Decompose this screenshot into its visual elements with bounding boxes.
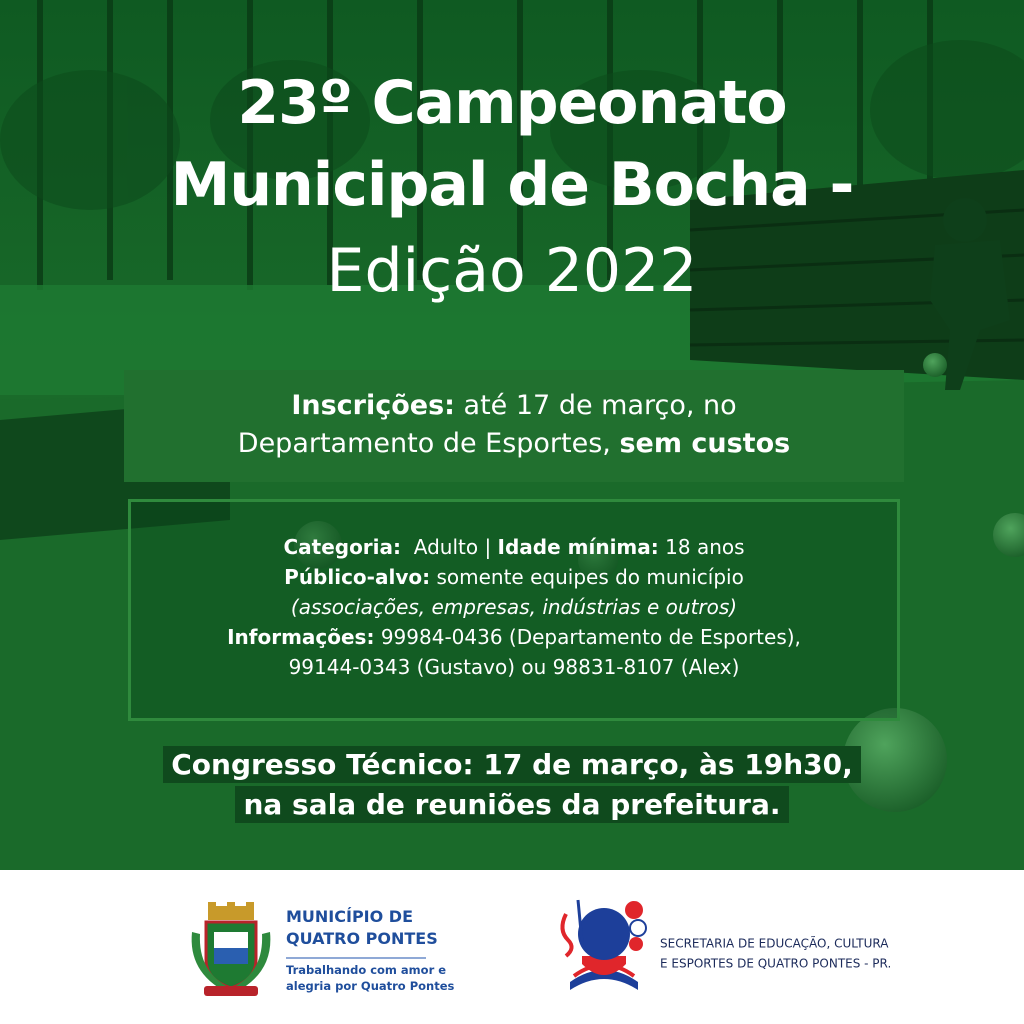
informacoes-value-2: 99144-0343 (Gustavo) ou 98831-8107 (Alex) <box>288 655 740 679</box>
publico-note: (associações, empresas, indústrias e outros) <box>290 595 738 619</box>
congresso-line-2: na sala de reuniões da prefeitura. <box>235 786 788 823</box>
categoria-line <box>131 532 897 562</box>
informacoes-line-2 <box>131 652 897 682</box>
slogan-line-1: Trabalhando com amor e <box>286 963 447 977</box>
inscricoes-text-2: Departamento de Esportes, <box>237 428 620 459</box>
municipio-name <box>286 906 438 950</box>
informacoes-line-1 <box>131 622 897 652</box>
secretaria-line-1: SECRETARIA DE EDUCAÇÃO, CULTURA <box>660 936 889 951</box>
publico-value: somente equipes do município <box>430 565 744 589</box>
info-box <box>128 499 900 721</box>
informacoes-value-1: 99984-0436 (Departamento de Esportes), <box>374 625 801 649</box>
municipio-slogan <box>286 962 454 994</box>
categoria-value: Adulto | <box>401 535 498 559</box>
title-line-1: 23º Campeonato <box>237 68 787 138</box>
publico-line <box>131 562 897 592</box>
municipio-line-2: QUATRO PONTES <box>286 929 438 948</box>
inscricoes-text-1: até 17 de março, no <box>454 390 737 421</box>
inscricoes-box <box>124 370 904 482</box>
publico-note-line <box>131 592 897 622</box>
secretaria-name <box>660 934 891 974</box>
secretaria-logo-icon <box>552 894 656 998</box>
categoria-label: Categoria: <box>283 535 402 559</box>
informacoes-label: Informações: <box>227 625 375 649</box>
idade-label: Idade mínima: <box>497 535 659 559</box>
municipio-line-1: MUNICÍPIO DE <box>286 907 414 926</box>
title-line-3: Edição 2022 <box>326 236 698 306</box>
title-line-2: Municipal de Bocha - <box>170 150 854 220</box>
inscricoes-label: Inscrições: <box>291 390 455 421</box>
inscricoes-line-2 <box>124 425 904 463</box>
slogan-line-2: alegria por Quatro Pontes <box>286 979 455 993</box>
secretaria-line-2: E ESPORTES DE QUATRO PONTES - PR. <box>660 956 892 971</box>
publico-label: Público-alvo: <box>284 565 431 589</box>
congresso-tecnico <box>0 745 1024 825</box>
congresso-line-1: Congresso Técnico: 17 de março, às 19h30, <box>163 746 861 783</box>
inscricoes-line-1 <box>124 387 904 425</box>
municipio-crest-icon <box>186 902 276 998</box>
inscricoes-highlight: sem custos <box>619 428 791 459</box>
municipio-divider <box>286 957 426 959</box>
idade-value: 18 anos <box>658 535 745 559</box>
